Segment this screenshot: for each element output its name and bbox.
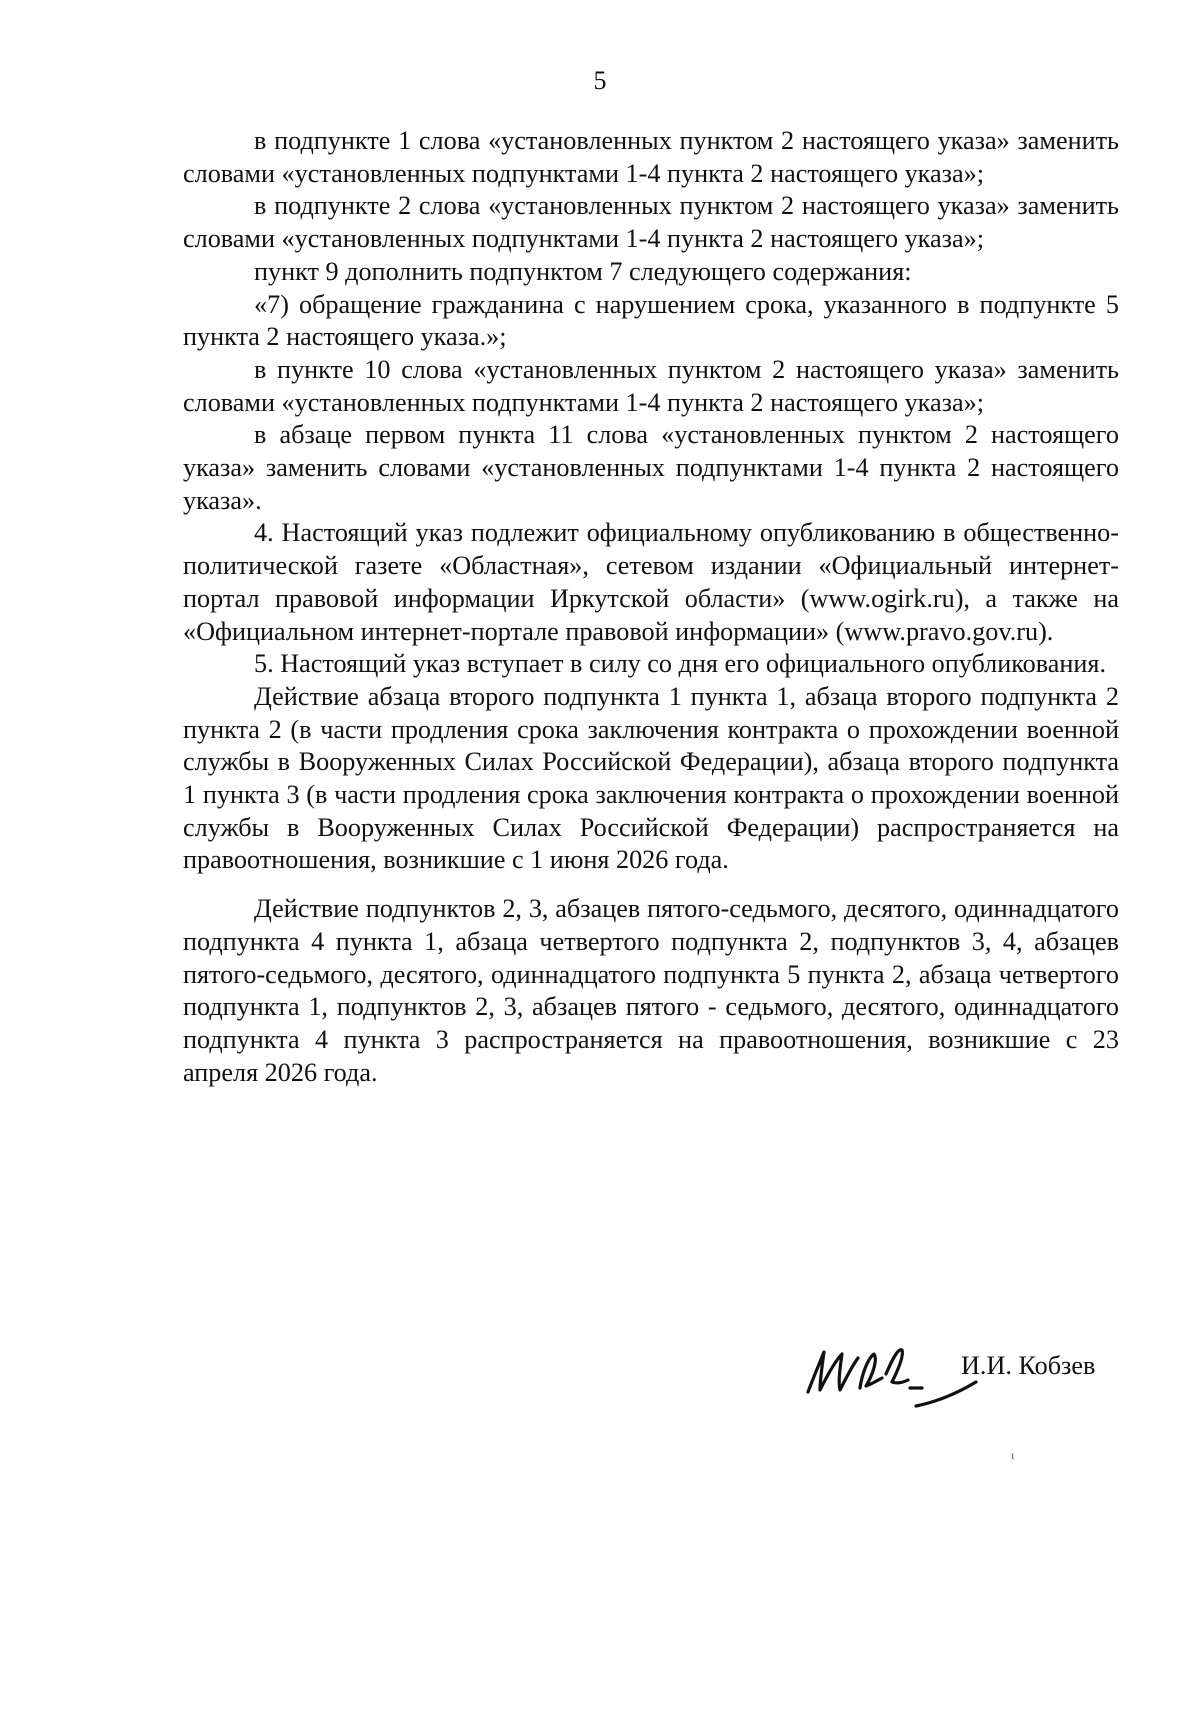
- paragraph-subpoint-2: в подпункте 2 слова «установленных пунктом 2 настоящего указа» заменить словами «установленных подпунктами 1-4 пункта 2 настоящего указа»;: [183, 191, 1119, 254]
- paragraph-point-10: в пункте 10 слова «установленных пунктом 2 настоящего указа» заменить словами «установленных подпунктами 1-4 пункта 2 настоящего указа»;: [183, 354, 1119, 417]
- paragraph-subpoint-7-text: «7) обращение гражданина с нарушением срока, указанного в подпункте 5 пункта 2 настоящего указа.»;: [183, 289, 1119, 352]
- signer-name: И.И. Кобзев: [961, 1351, 1096, 1380]
- paragraph-subpoint-1: в подпункте 1 слова «установленных пунктом 2 настоящего указа» заменить словами «установленных подпунктами 1-4 пункта 2 настоящего указа»;: [183, 126, 1119, 188]
- scan-mark: ı: [1011, 1448, 1015, 1462]
- paragraph-point-11: в абзаце первом пункта 11 слова «установленных пунктом 2 настоящего указа» заменить словами «установленных подпунктами 1-4 пункта 2 настоящего указа».: [183, 420, 1119, 515]
- paragraph-entry-into-force: 5. Настоящий указ вступает в силу со дня его официального опубликования.: [254, 649, 1107, 679]
- handwritten-signature-icon: [790, 1330, 980, 1420]
- signature-block: [790, 1330, 1130, 1420]
- paragraph-point-9-amendment: пункт 9 дополнить подпунктом 7 следующего содержания:: [254, 256, 912, 286]
- paragraph-publication: 4. Настоящий указ подлежит официальному опубликованию в общественно-политической газете «Областная», сетевом издании «Официальный интернет-портал правовой информации Иркутской области» (www.ogirk.ru), а также на «Официальном интернет-портале правовой информации» (www.pravo.gov.ru).: [183, 518, 1119, 646]
- paragraph-effect-april: Действие подпунктов 2, 3, абзацев пятого-седьмого, десятого, одиннадцатого подпункта 4 пункта 1, абзаца четвертого подпункта 2, подпунктов 3, 4, абзацев пятого-седьмого, десятого, одиннадцатого подпункта 5 пункта 2, абзаца четвертого подпункта 1, подпунктов 2, 3, абзацев пятого - седьмого, десятого, одиннадцатого подпункта 4 пункта 3 распространяется на правоотношения, возникшие с 23 апреля 2026 года.: [183, 894, 1119, 1087]
- paragraph-effect-june: Действие абзаца второго подпункта 1 пункта 1, абзаца второго подпункта 2 пункта 2 (в части продления срока заключения контракта о прохождении военной службы в Вооруженных Силах Российской Федерации), абзаца второго подпункта 1 пункта 3 (в части продления срока заключения контракта о прохождении военной службы в Вооруженных Силах Российской Федерации) распространяется на правоотношения, возникшие с 1 июня 2026 года.: [183, 681, 1119, 875]
- document-body: [183, 125, 1119, 1089]
- page-number: 5: [593, 66, 607, 95]
